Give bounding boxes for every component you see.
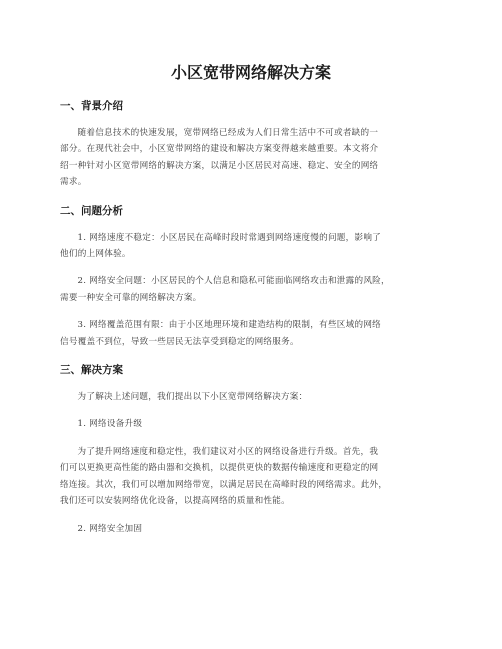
text-line: 2. 网络安全问题：小区居民的个人信息和隐私可能面临网络攻击和泄露的风险， [77,276,390,287]
text-line: 1. 网络速度不稳定：小区居民在高峰时段时常遇到网络速度慢的问题，影响了 [77,232,382,243]
paragraph-item-upgrade-title [60,416,442,432]
paragraph-solution-intro [60,389,442,405]
text-line: 为了提升网络速度和稳定性，我们建议对小区的网络设备进行升级。首先，我 [77,446,379,457]
document-title: 小区宽带网络解决方案 [170,63,331,82]
text-line: 随着信息技术的快速发展，宽带网络已经成为人们日常生活中不可或者缺的一 [77,128,379,138]
section-heading-analysis: 二、问题分析 [60,204,123,217]
text-line: 绍一种针对小区宽带网络的解决方案，以满足小区居民对高速、稳定、安全的网络 [60,160,379,171]
section-heading-background: 一、背景介绍 [60,100,123,112]
text-line: 们可以更换更高性能的路由器和交换机，以提供更快的数据传输速度和更稳定的网 [60,463,379,474]
text-line: 3. 网络覆盖范围有限：由于小区地理环境和建造结构的限制，有些区域的网络 [77,320,382,331]
paragraph-background-intro [60,125,442,191]
paragraph-item-upgrade-body [60,444,442,510]
section-heading-solution: 三、解决方案 [60,364,123,377]
text-line: 2. 网络安全加固 [77,523,143,534]
text-line: 他们的上网体验。 [60,249,131,260]
paragraph-item-security-title [60,521,442,537]
text-line: 我们还可以安装网络优化设备，以提高网络的质量和性能。 [60,496,290,507]
text-line: 络连接。其次，我们可以增加网络带宽，以满足居民在高峰时段的网络需求。此外， [60,479,388,490]
text-line: 信号覆盖不到位，导致一些居民无法享受到稳定的网络服务。 [60,336,299,347]
paragraph-issue-coverage [60,317,442,350]
text-line: 部分。在现代社会中，小区宽带网络的建设和解决方案变得越来越重要。本文将介 [60,144,379,155]
paragraph-issue-security [60,273,442,306]
text-line: 为了解决上述问题，我们提出以下小区宽带网络解决方案： [77,392,308,403]
text-line: 需要一种安全可靠的网络解决方案。 [60,292,202,303]
text-line: 需求。 [60,177,87,188]
text-line: 1. 网络设备升级 [77,419,143,430]
paragraph-issue-speed [60,230,442,263]
